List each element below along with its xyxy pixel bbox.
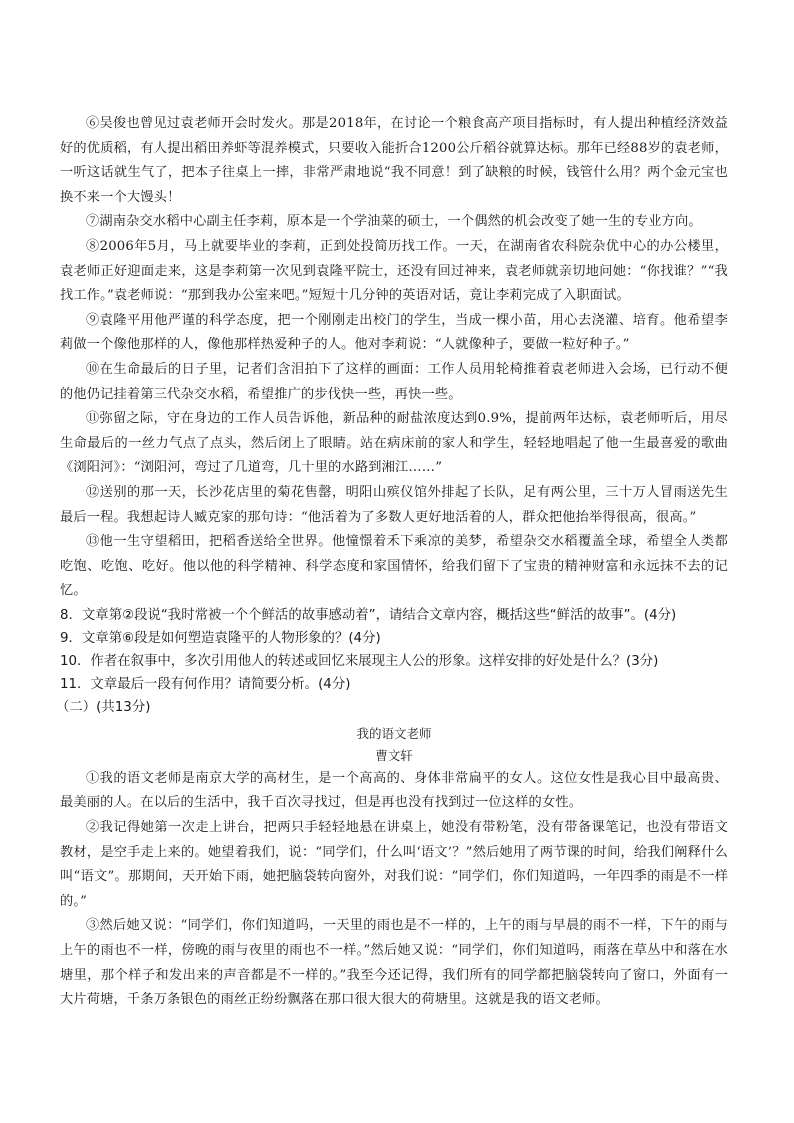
question-8: 8．文章第②段说“我时常被一个个鲜活的故事感动着”，请结合文章内容，概括这些“鲜活的故事”。(4分) [60,607,677,623]
article-title: 我的语文老师 [356,725,432,741]
article-author: 曹文轩 [375,747,413,763]
paragraph-10: ⑩在生命最后的日子里，记者们含泪拍下了这样的画面：工作人员用轮椅推着袁老师进入会场，已行动不便的他仍记挂着第三代杂交水稻，希望推广的步伐快一些，再快一些。 [60,361,728,402]
paragraph-13: ⑬他一生守望稻田，把稻香送给全世界。他憧憬着禾下乘凉的美梦，希望杂交水稻覆盖全球，希望全人类都吃饱、吃饱、吃好。他以他的科学精神、科学态度和家国情怀，给我们留下了宝贵的精神财富和永远抹不去的记忆。 [60,534,728,599]
question-10: 10．作者在叙事中，多次引用他人的转述或回忆来展现主人公的形象。这样安排的好处是什么？(3分) [60,653,659,669]
question-11: 11．文章最后一段有何作用？请简要分析。(4分) [60,676,351,692]
paragraph-12: ⑫送别的那一天，长沙花店里的菊花售罄，明阳山殡仪馆外排起了长队，足有两公里，三十万人冒雨送先生最后一程。我想起诗人臧克家的那句诗：“他活着为了多数人更好地活着的人，群众把他抬举得很高，很高。” [60,484,728,525]
section-header: （二）(共13分) [56,699,151,715]
paragraph-6: ⑥吴俊也曾见过袁老师开会时发火。那是2018年，在讨论一个粮食高产项目指标时，有人提出种植经济效益好的优质稻，有人提出稻田养虾等混养模式，只要收入能折合1200公斤稻谷就算达标。那年已经88岁的袁老师，一听这话就生气了，把本子往桌上一摔，非常严肃地说“我不同意！到了缺粮的时候，钱管什么用？两个金元宝也换不来一个大馒头！ [60,116,728,205]
paragraph-9: ⑨袁隆平用他严谨的科学态度，把一个刚刚走出校门的学生，当成一棵小苗，用心去浇灌、培育。他希望李莉做一个像他那样的人，像他那样热爱种子的人。他对李莉说：“人就像种子，要做一粒好种子。” [60,312,728,353]
paragraph-7: ⑦湖南杂交水稻中心副主任李莉，原本是一个学油菜的硕士，一个偶然的机会改变了她一生的专业方向。 [86,214,702,230]
question-9: 9．文章第⑥段是如何塑造袁隆平的人物形象的？(4分) [60,630,381,646]
paragraph-8: ⑧2006年5月，马上就要毕业的李莉，正到处投简历找工作。一天，在湖南省农科院杂优中心的办公楼里，袁老师正好迎面走来，这是李莉第一次见到袁隆平院士，还没有回过神来，袁老师就亲切地问她：“你找谁？”“我找工作。”袁老师说：“那到我办公室来吧。”短短十几分钟的英语对话，竟让李莉完成了入职面试。 [60,238,728,304]
document-page [56,112,728,1013]
article-paragraph-2: ②我记得她第一次走上讲台，把两只手轻轻地悬在讲桌上，她没有带粉笔，没有带备课笔记，也没有带语文教材，是空手走上来的。她望着我们，说：“同学们，什么叫‘语文’？”然后她用了两节课的时间，给我们阐释什么叫“语文”。那期间，天开始下雨，她把脑袋转向窗外，对我们说：“同学们，你们知道吗，一年四季的雨是不一样的。” [60,820,728,909]
question-list [60,604,728,696]
article-paragraph-1: ①我的语文老师是南京大学的高材生，是一个高高的、身体非常扁平的女人。这位女性是我心目中最高贵、最美丽的人。在以后的生活中，我千百次寻找过，但是再也没有找到过一位这样的女性。 [60,770,728,811]
paragraph-11: ⑪弥留之际，守在身边的工作人员告诉他，新品种的耐盐浓度达到0.9%，提前两年达标，袁老师听后，用尽生命最后的一丝力气点了点头，然后闭上了眼睛。站在病床前的家人和学生，轻轻地唱起了他一生最喜爱的歌曲《浏阳河》：“浏阳河，弯过了几道弯，几十里的水路到湘江……” [60,411,728,476]
article-paragraph-3: ③然后她又说：“同学们，你们知道吗，一天里的雨也是不一样的，上午的雨与早晨的雨不一样，下午的雨与上午的雨也不一样，傍晚的雨与夜里的雨也不一样。”然后她又说：“同学们，你们知道吗，雨落在草丛中和落在水塘里，那个样子和发出来的声音都是不一样的。”我至今还记得，我们所有的同学都把脑袋转向了窗口，外面有一大片荷塘，千条万条银色的雨丝正纷纷飘落在那口很大很大的荷塘里。这就是我的语文老师。 [60,918,728,1008]
